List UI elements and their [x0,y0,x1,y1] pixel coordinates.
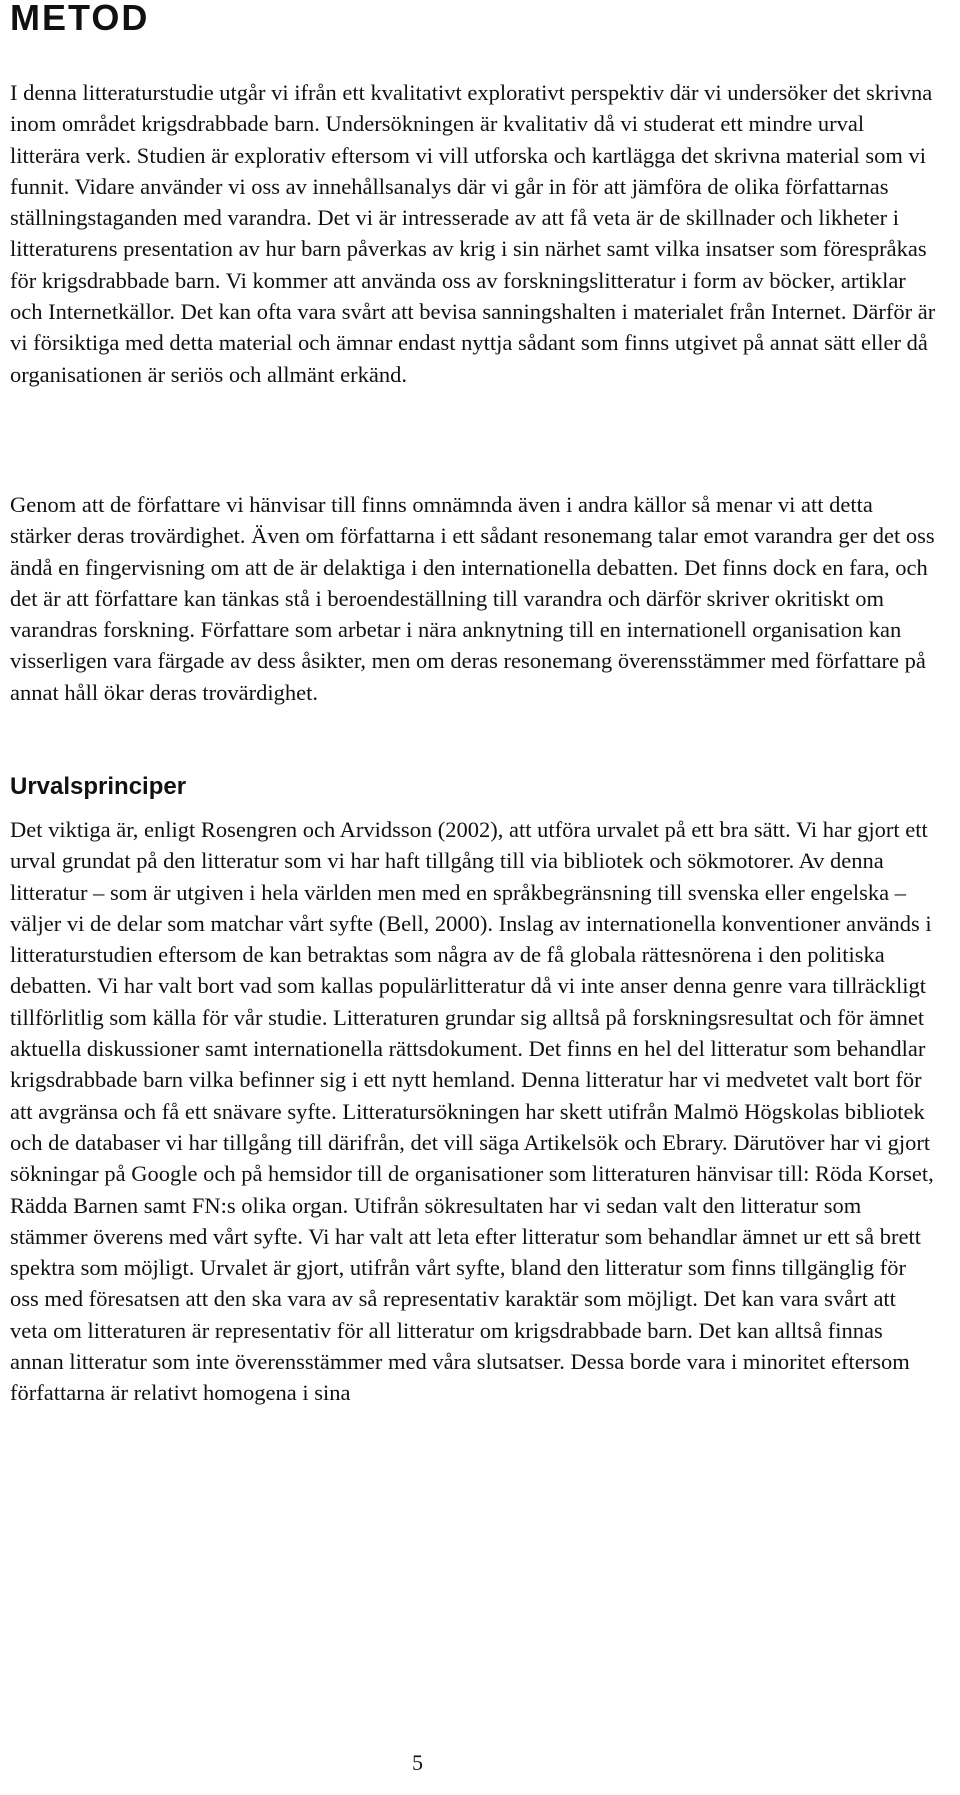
section-heading: METOD [10,0,150,38]
method-paragraph-1: I denna litteraturstudie utgår vi ifrån ett kvalitativt explorativt perspektiv där vi undersöker det skrivna inom området krigsdrabbade barn. Undersökningen är kvalitativ då vi studerat ett mindre urval litterära verk. Studien är explorativ eftersom vi vill utforska och kartlägga det skrivna material som vi funnit. Vidare använder vi oss av innehållsanalys där vi går in för att jämföra de olika författarnas ställningstaganden med varandra. Det vi är intresserade av att få veta är de skillnader och likheter i litteraturens presentation av hur barn påverkas av krig i sin närhet samt vilka insatser som förespråkas för krigsdrabbade barn. Vi kommer att använda oss av forskningslitteratur i form av böcker, artiklar och Internetkällor. Det kan ofta vara svårt att bevisa sanningshalten i materialet från Internet. Därför är vi försiktiga med detta material och ämnar endast nyttja sådant som finns utgivet på annat sätt eller då organisationen är seriös och allmänt erkänd. [10,80,936,387]
subsection-heading: Urvalsprinciper [10,773,187,800]
page-number: 5 [412,1750,423,1775]
method-paragraph-2: Genom att de författare vi hänvisar till finns omnämnda även i andra källor så menar vi att detta stärker deras trovärdighet. Även om författarna i ett sådant resonemang talar emot varandra ger det oss ändå en fingervisning om att de är delaktiga i den internationella debatten. Det finns dock en fara, och det är att författare kan tänkas stå i beroendeställning till varandra och därför skriver okritiskt om varandras forskning. Författare som arbetar i nära anknytning till en internationell organisation kan visserligen vara färgade av dess åsikter, men om deras resonemang överensstämmer med författare på annat håll ökar deras trovärdighet. [10,492,935,705]
subsection-paragraph: Det viktiga är, enligt Rosengren och Arvidsson (2002), att utföra urvalet på ett bra sätt. Vi har gjort ett urval grundat på den litteratur som vi har haft tillgång till via bibliotek och sökmotorer. Av denna litteratur – som är utgiven i hela världen men med en språkbegränsning till svenska eller engelska – väljer vi de delar som matchar vårt syfte (Bell, 2000). Inslag av internationella konventioner används i litteraturstudien eftersom de kan betraktas som några av de få globala rättesnörena i den politiska debatten. Vi har valt bort vad som kallas populärlitteratur då vi inte anser denna genre vara tillräckligt tillförlitlig som källa för vår studie. Litteraturen grundar sig alltså på forskningsresultat och för ämnet aktuella diskussioner samt internationella rättsdokument. Det finns en hel del litteratur som behandlar krigsdrabbade barn vilka befinner sig i ett nytt hemland. Denna litteratur har vi medvetet valt bort för att avgränsa och få ett snävare syfte. Litteratursökningen har skett utifrån Malmö Högskolas bibliotek och de databaser vi har tillgång till därifrån, det vill säga Artikelsök och Ebrary. Därutöver har vi gjort sökningar på Google och på hemsidor till de organisationer som litteraturen hänvisar till: Röda Korset, Rädda Barnen samt FN:s olika organ. Utifrån sökresultaten har vi sedan valt den litteratur som stämmer överens med vårt syfte. Vi har valt att leta efter litteratur som behandlar ämnet ur ett så brett spektra som möjligt. Urvalet är gjort, utifrån vårt syfte, bland den litteratur som finns tillgänglig för oss med föresatsen att den ska vara av så representativ karaktär som möjligt. Det kan vara svårt att veta om litteraturen är representativ för all litteratur om krigsdrabbade barn. Det kan alltså finnas annan litteratur som inte överensstämmer med våra slutsatser. Dessa borde vara i minoritet eftersom författarna är relativt homogena i sina [10,817,934,1406]
